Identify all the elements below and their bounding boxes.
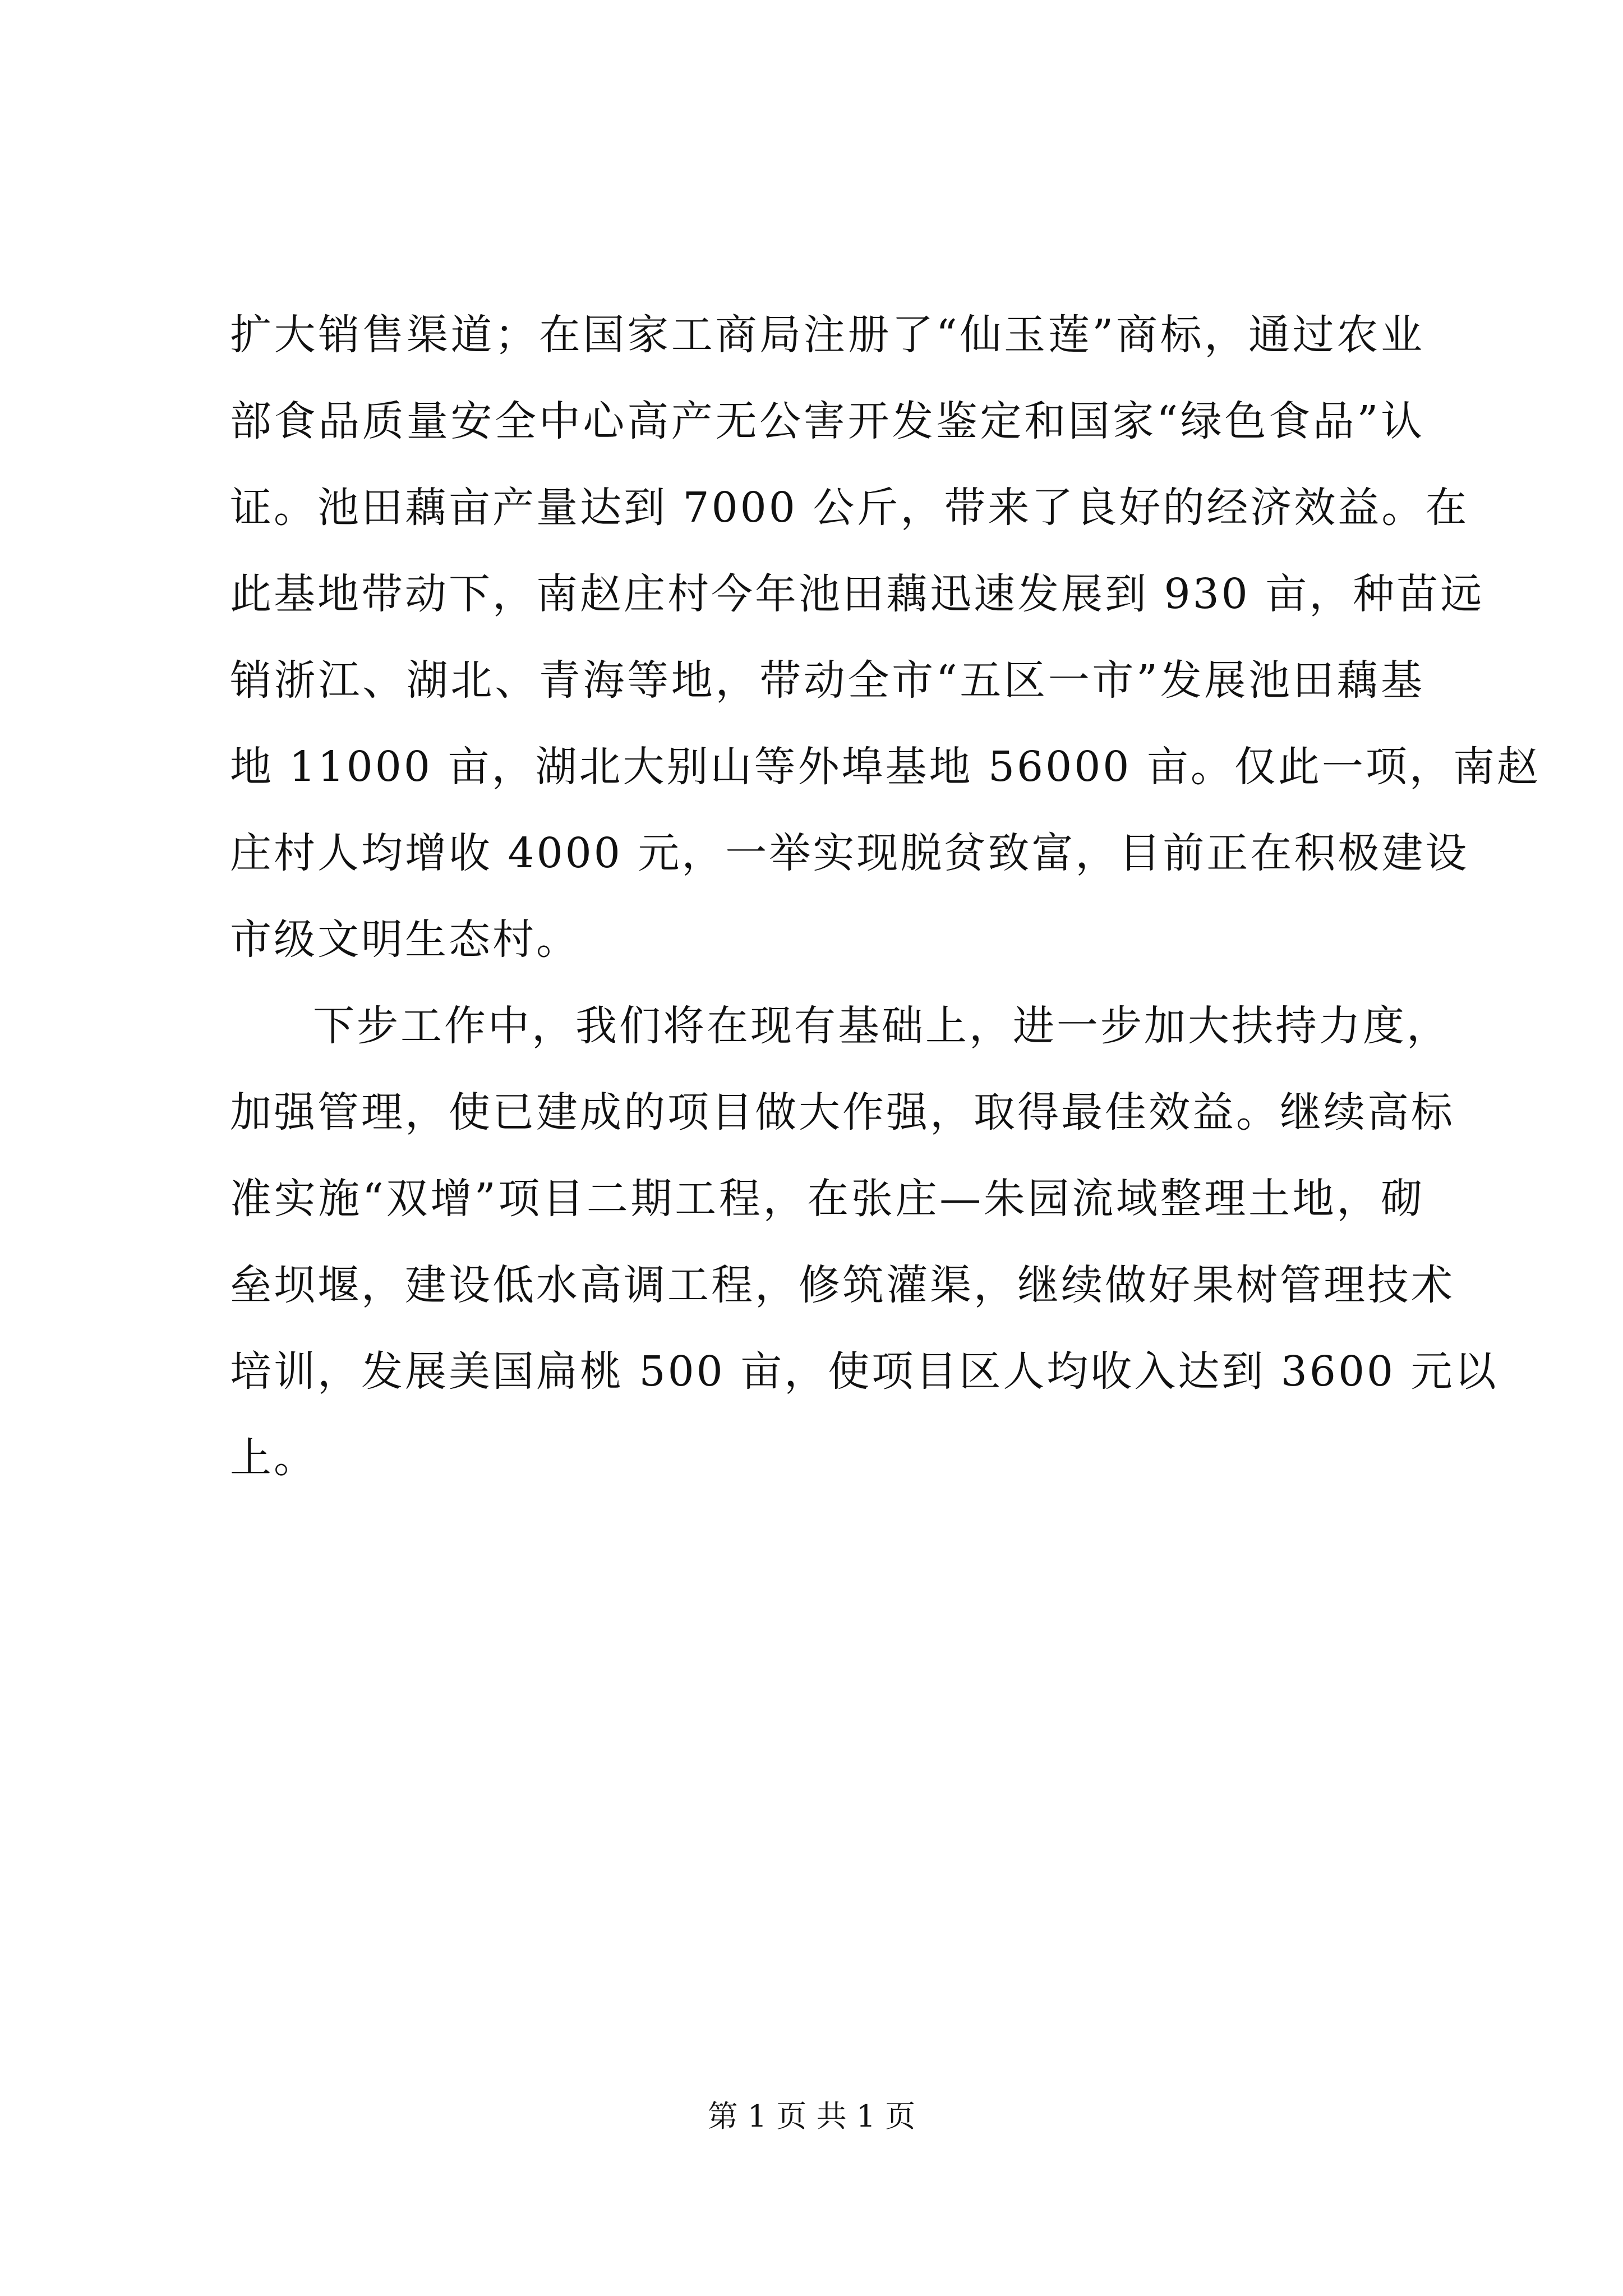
paragraph-1-line-4: 此基地带动下，南赵庄村今年池田藕迅速发展到 930 亩，种苗远 <box>230 570 1484 618</box>
paragraph-2-line-5: 培训，发展美国扁桃 500 亩，使项目区人均收入达到 3600 元以 <box>230 1347 1498 1396</box>
page-footer <box>0 2097 1623 2136</box>
paragraph-1-line-3: 证。池田藕亩产量达到 7000 公斤，带来了良好的经济效益。在 <box>230 484 1469 532</box>
paragraph-1-line-8: 市级文明生态村。 <box>230 915 580 964</box>
document-body <box>230 292 1541 1501</box>
paragraph-1-line-7: 庄村人均增收 4000 元，一举实现脱贫致富，目前正在积极建设 <box>230 829 1469 877</box>
paragraph-1-line-1: 扩大销售渠道；在国家工商局注册了“仙玉莲”商标，通过农业 <box>230 311 1424 359</box>
paragraph-1-line-2: 部食品质量安全中心高产无公害开发鉴定和国家“绿色食品”认 <box>230 397 1424 445</box>
paragraph-1-line-5: 销浙江、湖北、青海等地，带动全市“五区一市”发展池田藕基 <box>230 656 1424 705</box>
paragraph-2-line-2: 加强管理，使已建成的项目做大作强，取得最佳效益。继续高标 <box>230 1088 1455 1137</box>
paragraph-2-line-1: 下步工作中，我们将在现有基础上，进一步加大扶持力度， <box>313 1002 1450 1050</box>
paragraph-2-line-6: 上。 <box>230 1434 317 1482</box>
paragraph-1-line-6: 地 11000 亩，湖北大别山等外埠基地 56000 亩。仅此一项，南赵 <box>230 743 1541 791</box>
page-number-label: 第 1 页 共 1 页 <box>707 2099 916 2134</box>
paragraph-2-line-4: 垒坝堰，建设低水高调工程，修筑灌渠，继续做好果树管理技术 <box>230 1261 1455 1309</box>
paragraph-2-line-3: 准实施“双增”项目二期工程，在张庄—朱园流域整理土地，砌 <box>230 1175 1424 1223</box>
